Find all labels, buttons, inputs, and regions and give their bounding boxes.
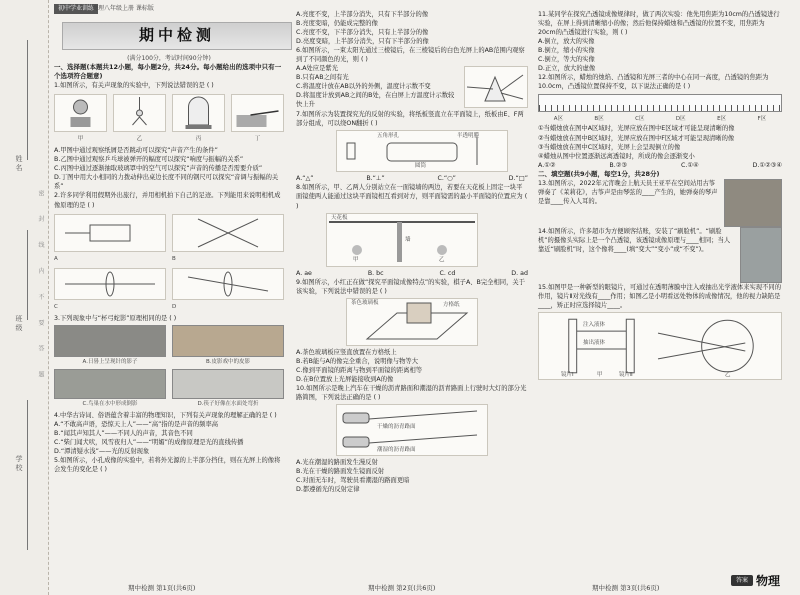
q12-zone-c: C区 — [635, 116, 645, 123]
q10-option-c: C.对面无车时，驾驶员看潮湿的路面更暗 — [296, 477, 410, 485]
q10-option-d: D.都遵循光的反射定律 — [296, 486, 360, 494]
q1-option-a: A.甲图中通过观察纸屑是否跳动可以探究“声音产生的条件” — [54, 147, 218, 155]
q14-block — [538, 227, 782, 283]
section-2-heading: 二、填空题(共9小题，每空1分，共28分) — [538, 169, 660, 178]
q8-person-b-label: 乙 — [439, 256, 445, 263]
q7-figure — [336, 130, 508, 172]
q4-option-d: D.“潭清疑水浅”——光的反射现象 — [54, 447, 150, 455]
q1-figures — [54, 92, 284, 144]
q2-option-b: B — [172, 255, 176, 262]
school-underline — [27, 400, 28, 550]
q3-option-c: C.鸟巢在水中形成倒影 — [82, 400, 138, 407]
q2-figure-b — [172, 214, 284, 252]
q8-option-b: B. bc — [367, 269, 384, 277]
q13-photo — [724, 179, 782, 227]
q1-option-d: D.丁图中用大小相同的力拨动伸出桌边长度不同的钢尺可以探究“音调与振幅的关系” — [54, 174, 279, 191]
q3-photo-c — [54, 369, 166, 399]
q8-stem: 8.如图所示，甲、乙两人分别站立在一面镜墙的两边，若要在天花板上固定一块平面镜使两人能通过这块平面镜相互看到对方，则平面镜需的最小平面镜的位置应为 ( ) — [296, 184, 528, 210]
page-2-footer: 期中检测 第2页(共6页) — [368, 584, 436, 592]
binding-margin — [0, 0, 49, 595]
subject-label: 物理 — [756, 574, 781, 588]
q2-figure-c — [54, 268, 166, 300]
q12-ruler-labels — [538, 115, 782, 124]
q5-stem: 5.如图所示，小孔成像的实验中，若将外光源的上半部分挡住，则在光屏上的像将会发生的变化是 ( ) — [54, 457, 281, 474]
q3-photo-d — [172, 369, 284, 399]
q6-block — [296, 64, 528, 110]
page-3-footer: 期中检测 第3页(共6页) — [592, 584, 660, 592]
q6-option-d: D.将温度计放到AB之间的B处，在白屏上方温度计示数较快上升 — [296, 92, 455, 109]
page-1 — [54, 10, 284, 474]
q15-lens-1-label: 镜片Ⅰ — [561, 371, 574, 378]
q3-option-d: D.筷子好像在水面处弯折 — [197, 400, 259, 407]
q15-extract-label: 抽出液体 — [583, 339, 606, 346]
q7-stem: 7.如图所示为装置探究光的反射的实验，将纸板竖直立在平面镜上，纸板由E、F两部分组成，可以绕ON翻折 ( ) — [296, 111, 524, 128]
q5-option-b: B.亮度变暗，仍能成完整的像 — [296, 20, 378, 28]
q6-stem: 6.如图所示，一束太阳光通过三棱镜后，在三棱镜后的白色光屏上的AB范围内观察到了不同颜色的光，则 ( ) — [296, 47, 525, 64]
page-1-footer: 期中检测 第1页(共6页) — [128, 584, 196, 592]
q9-option-d: D.在B位置放上光屏能接收到A的像 — [296, 375, 394, 383]
q10-option-b: B.光在干燥的路面发生镜面反射 — [296, 468, 385, 476]
q7-option-b: B.“⊥” — [366, 175, 385, 183]
name-underline — [27, 40, 28, 160]
name-label: 姓名 — [15, 155, 23, 173]
q15-stem: 15.如图甲是一种新型的眼镜片，可通过在透明薄膜中注入或抽出光学液体来实现不同的作用，镜片Ⅱ对光线有____作用；如图乙是小明看远处物体的成像情况，他的视力缺陷是____，矫正时应选择镜片____。 — [538, 283, 781, 309]
q9-glass-label: 茶色玻璃板 — [351, 299, 379, 306]
q3-photo-a — [54, 325, 166, 357]
q8-person-a-label: 甲 — [353, 256, 359, 263]
q6-option-c: C.将温度计放在AB以外的外侧，温度计示数不变 — [296, 83, 431, 91]
q7-option-d: D.“□” — [508, 175, 528, 183]
seal-line-text: 密 封 线 内 不 要 答 题 — [37, 190, 44, 387]
q1-stem: 1.如图所示，有关声现象的实验中，下列说法错误的是 ( ) — [54, 82, 214, 90]
q4-option-b: B.“闻其声知其人”——不同人的声音，其音色不同 — [54, 429, 193, 437]
q12-option-d: D.①②③④ — [752, 161, 782, 169]
q8-ceiling-label: 天花板 — [331, 214, 348, 221]
q2-figure-a — [54, 214, 166, 252]
q1-option-c: C.丙图中通过逐渐抽取玻璃罩中的空气可以探究“声音的传播是否需要介质” — [54, 165, 263, 173]
q13-block — [538, 179, 782, 227]
answer-badge: 答案 — [731, 575, 753, 586]
q14-stem: 14.如图所示，许多超市为方便顾客结账，安装了“刷脸机”。“刷脸机”的摄像头实际上是一个凸透镜，该透镜成像原理与____相同；当人靠近“刷脸机”时，这个像将____(填“变大”“变小”或“不变”)。 — [538, 227, 731, 253]
page-3 — [538, 10, 782, 382]
q12-zone-e: E区 — [717, 116, 727, 123]
q10-wet-label: 潮湿的沥青路面 — [377, 446, 416, 453]
exam-meta: (满分100分，考试时间90分钟) — [127, 55, 211, 62]
q1-figure-d — [231, 94, 284, 132]
q12-zone-d: D区 — [675, 116, 686, 123]
q8-wall-label: 墙 — [405, 236, 411, 243]
q6-prism-figure — [464, 66, 528, 108]
q12-option-a: A.①② — [538, 161, 556, 169]
q12-optical-bench — [538, 94, 782, 112]
q12-stem: 12.如图所示，蜡烛的烛焰、凸透镜和光屏三者的中心在同一高度，凸透镜的焦距为10.0cm，凸透镜位置保持不变，以下说法正确的是 ( ) — [538, 74, 769, 91]
q9-stem: 9.如图所示，小红正在做“探究平面镜成像特点”的实验，棋子A、B完全相同，关于该实验，下列说法中错误的是 ( ) — [296, 278, 525, 295]
q8-figure — [326, 213, 478, 267]
q9-option-c: C.像到平面镜的距离与物到平面镜的距离相等 — [296, 366, 423, 374]
q15-figure — [538, 312, 782, 380]
q2-option-c: C — [54, 303, 58, 310]
q2-figures — [54, 212, 284, 264]
header-tag: 初中学业训练 — [54, 4, 98, 14]
section-1-heading: 一、选择题(本题共12小题，每小题2分，共24分。每小题给出的选项中只有一个选项符合题意) — [54, 63, 282, 81]
q12-option-c: C.①④ — [680, 161, 699, 169]
q5-option-a: A.亮度不变，上半部分消失，只有下半部分的像 — [296, 11, 429, 18]
q1-label-b: 乙 — [136, 136, 143, 143]
q3-option-b: B.皮影戏中的皮影 — [205, 358, 251, 365]
q11-option-a: A.倒立，放大的实像 — [538, 38, 595, 46]
q11-option-d: D.正立，放大的虚像 — [538, 65, 596, 73]
q1-figure-c — [172, 94, 225, 132]
q12-zone-a: A区 — [553, 116, 563, 123]
q12-options — [538, 161, 782, 170]
q6-option-b: B.只有AB之间有光 — [296, 74, 349, 82]
q3-photos-row1 — [54, 325, 284, 367]
q11-option-c: C.倒立，等大的实像 — [538, 56, 595, 64]
q12-option-b: B.②③ — [609, 161, 628, 169]
class-underline — [27, 230, 28, 320]
q8-option-c: C. cd — [439, 269, 456, 277]
q9-option-b: B.若B能与A的像完全重合，说明像与物等大 — [296, 357, 418, 365]
school-label: 学校 — [15, 455, 23, 473]
q3-photo-b — [172, 325, 284, 357]
q9-figure — [346, 298, 478, 346]
q7-fig-label-film: 半透明膜 — [457, 133, 480, 140]
q2-figure-d — [172, 268, 284, 300]
q7-fig-label-hole: 五角形孔 — [377, 133, 400, 140]
q6-option-a: A.A处应是紫光 — [296, 65, 338, 73]
q10-figure — [336, 404, 488, 456]
q3-option-a: A.日晷上呈现针的影子 — [82, 358, 138, 365]
q7-option-c: C.“○” — [437, 175, 456, 183]
q8-options — [296, 269, 528, 278]
q1-label-c: 丙 — [195, 136, 202, 143]
q10-dry-label: 干燥的沥青路面 — [377, 423, 416, 430]
q7-option-a: A.“△” — [296, 175, 314, 183]
q1-label-a: 甲 — [77, 136, 84, 143]
class-label: 班级 — [15, 315, 23, 333]
q4-option-c: C.“柴门闻犬吠，风雪夜归人”——“明媚”的成像原理是光的直线传播 — [54, 438, 244, 446]
q12-statement-4: ④蜡烛从图中位置逐渐远离透镜时，所成的像会逐渐变小 — [538, 152, 695, 160]
q4-stem: 4.中华古诗词、俗语蕴含着丰富的物理知识，下列有关声现象的理解正确的是 ( ) — [54, 411, 277, 419]
q9-option-a: A.茶色玻璃板应竖直放置在方格纸上 — [296, 348, 397, 356]
q10-stem: 10.如图所示是晚上汽车在干燥的沥青路面和潮湿的沥青路面上行驶时大灯的部分光路简图，下列说法正确的是 ( ) — [296, 384, 527, 401]
q15-lens-2-label: 镜片Ⅱ — [619, 371, 633, 378]
q7-fig-label-tube: 圆筒 — [415, 163, 427, 170]
q2-option-a: A — [54, 255, 58, 262]
q2-stem: 2.许多同学利用假期外出旅行，并用相机拍下自己的足迹。下列能用来说明相机成像原理的是 ( ) — [54, 192, 281, 209]
q3-stem: 3.下列现象中与“杯弓蛇影”原理相同的是 ( ) — [54, 314, 177, 322]
q4-option-a: A.“不敢高声语，恐惊天上人”——“高”指的是声音的频率高 — [54, 420, 219, 428]
q10-option-a: A.光在潮湿的路面发生漫反射 — [296, 458, 378, 466]
header-subtitle: 物理八年级上册 课标版 — [92, 5, 154, 12]
q11-option-b: B.倒立，缩小的实像 — [538, 47, 595, 55]
q14-photo — [740, 227, 782, 283]
q2-option-d: D — [172, 303, 177, 310]
q1-figure-a — [54, 94, 107, 132]
q1-option-b: B.乙图中通过观察乒乓球被弹开的幅度可以探究“响度与振幅的关系” — [54, 156, 244, 164]
q15-inject-label: 注入液体 — [583, 321, 606, 328]
q1-figure-b — [113, 94, 166, 132]
q1-label-d: 丁 — [254, 136, 261, 143]
q12-statement-1: ①当蜡烛放在图中A区域时，光屏应放在图中E区域才可能呈现清晰的像 — [538, 125, 735, 133]
page-2 — [296, 10, 528, 494]
q12-statement-3: ③当蜡烛放在图中C区域时，光屏上会呈现倒立的像 — [538, 143, 681, 151]
q9-grid-label: 方格纸 — [443, 301, 460, 308]
q13-stem: 13.如图所示，2022年元宵晚会上航天员王亚平在空间站用古筝弹奏了《茉莉花》，古筝声是由琴弦的____产生的，她弹奏的琴声是靠____传入人耳的。 — [538, 179, 718, 205]
q8-option-d: D. ad — [511, 269, 528, 277]
page-title: 期中检测 — [62, 22, 292, 50]
q11-stem: 11.某同学在探究凸透镜成像规律时，做了两次实验：他先用焦距为10cm的凸透镜进行实验，在屏上得到清晰缩小的像；然后他保持蜡烛和凸透镜的位置不变，用焦距为20cm的凸透镜进行实验，则 ( ) — [538, 11, 780, 37]
q15-fig-b-label: 乙 — [725, 371, 731, 378]
q12-zone-f: F区 — [757, 116, 767, 123]
q7-options — [296, 174, 528, 183]
q15-fig-a-label: 甲 — [597, 371, 603, 378]
q8-option-a: A. ae — [296, 269, 312, 277]
q3-photos-row2 — [54, 369, 284, 409]
q2-figures-row2 — [54, 266, 284, 312]
q5-option-d: D.亮度变暗，上半部分消失，只有下半部分的像 — [296, 38, 429, 46]
q12-statement-2: ②当蜡烛放在图中B区域时，光屏应放在图中F区域才可能呈现清晰的像 — [538, 134, 735, 142]
q5-option-c: C.亮度不变，下半部分消失，只有上半部分的像 — [296, 29, 429, 37]
q12-zone-b: B区 — [594, 116, 604, 123]
